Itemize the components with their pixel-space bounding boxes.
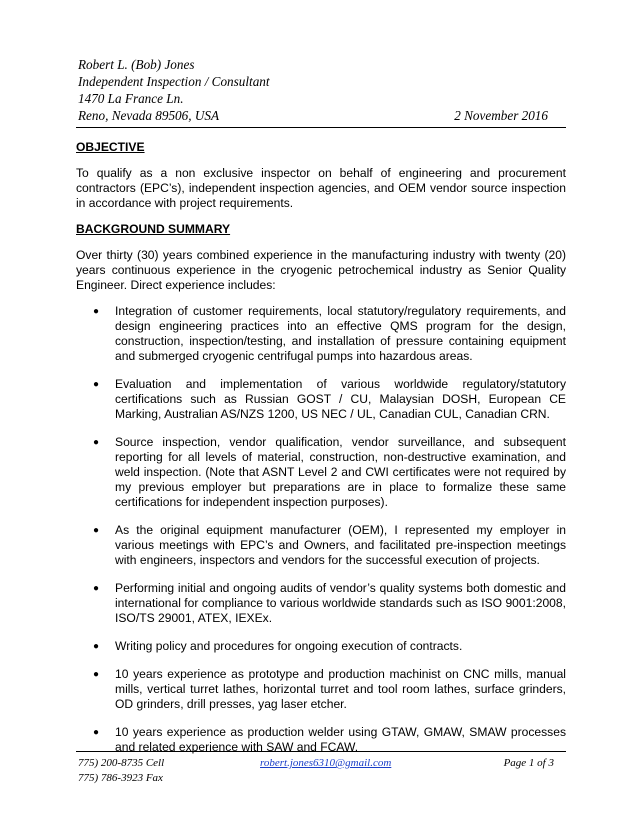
- objective-text: To qualify as a non exclusive inspector on behalf of engineering and procurement contractors (EPC’s), independent inspection agencies, and OEM vendor source inspection in accordance with project requirements.: [76, 166, 566, 210]
- list-item-text: 10 years experience as prototype and production machinist on CNC mills, manual mills, vertical turret lathes, horizontal turret and tool room lathes, surface grinders, OD grinders, drill presses, yag laser etcher.: [115, 667, 566, 711]
- list-item: [76, 304, 566, 364]
- author-name: Robert L. (Bob) Jones: [78, 57, 195, 72]
- bullet-icon: ●: [93, 669, 100, 680]
- list-item: [76, 435, 566, 510]
- contact-header: [78, 56, 548, 124]
- header-divider: [76, 127, 566, 128]
- fax-number: 775) 786-3923 Fax: [78, 772, 163, 784]
- list-item: [76, 377, 566, 422]
- list-item: [76, 581, 566, 626]
- bullet-icon: ●: [93, 727, 100, 738]
- list-item-text: 10 years experience as production welder using GTAW, GMAW, SMAW processes and related experience with SAW and FCAW.: [115, 725, 566, 754]
- list-item-text: Source inspection, vendor qualification, vendor surveillance, and subsequent reporting for all levels of material, construction, non-destructive examination, and weld inspection. (Note that ASNT Level 2 and CWI certificates were not required by my previous employer but preparations are in place to formalize these same certifications for independent inspection purposes).: [115, 435, 566, 509]
- document-date: 2 November 2016: [454, 108, 548, 123]
- resume-body: [76, 140, 566, 768]
- address-city: Reno, Nevada 89506, USA: [78, 108, 220, 123]
- footer-divider: [76, 751, 566, 752]
- list-item: [76, 667, 566, 712]
- bullet-icon: ●: [93, 583, 100, 594]
- experience-list: [76, 304, 566, 755]
- bullet-icon: ●: [93, 525, 100, 536]
- list-item: [76, 639, 566, 654]
- bullet-icon: ●: [93, 437, 100, 448]
- page-footer: [78, 756, 554, 786]
- address-street: 1470 La France Ln.: [78, 91, 184, 106]
- list-item-text: Performing initial and ongoing audits of vendor’s quality systems both domestic and international for compliance to various worldwide standards such as ISO 9001:2008, ISO/TS 29001, ATEX, IEXEx.: [115, 581, 566, 625]
- bullet-icon: ●: [93, 379, 100, 390]
- email-link[interactable]: robert.jones6310@gmail.com: [260, 757, 392, 769]
- list-item-text: Writing policy and procedures for ongoing execution of contracts.: [115, 639, 463, 653]
- objective-heading: OBJECTIVE: [76, 140, 145, 154]
- bullet-icon: ●: [93, 306, 100, 317]
- background-intro: Over thirty (30) years combined experience in the manufacturing industry with twenty (20) years continuous experience in the cryogenic petrochemical industry as Senior Quality Engineer. Direct experience includes:: [76, 248, 566, 292]
- list-item: [76, 523, 566, 568]
- background-heading: BACKGROUND SUMMARY: [76, 222, 231, 236]
- page-number: Page 1 of 3: [503, 757, 554, 769]
- list-item-text: Integration of customer requirements, local statutory/regulatory requirements, and design engineering practices into an effective QMS program for the design, construction, inspection/testing, and installation of pressure containing equipment and submerged cryogenic centrifugal pumps into hazardous areas.: [115, 304, 566, 363]
- cell-phone: 775) 200-8735 Cell: [78, 757, 165, 769]
- author-title: Independent Inspection / Consultant: [78, 74, 270, 89]
- list-item-text: As the original equipment manufacturer (OEM), I represented my employer in various meetings with EPC’s and Owners, and facilitated pre-inspection meetings with engineers, inspectors and vendors for the successful execution of projects.: [115, 523, 566, 567]
- bullet-icon: ●: [93, 641, 100, 652]
- list-item-text: Evaluation and implementation of various worldwide regulatory/statutory certifications such as Russian GOST / CU, Malaysian DOSH, European CE Marking, Australian AS/NZS 1200, US NEC / UL, Canadian CUL, Canadian CRN.: [115, 377, 566, 421]
